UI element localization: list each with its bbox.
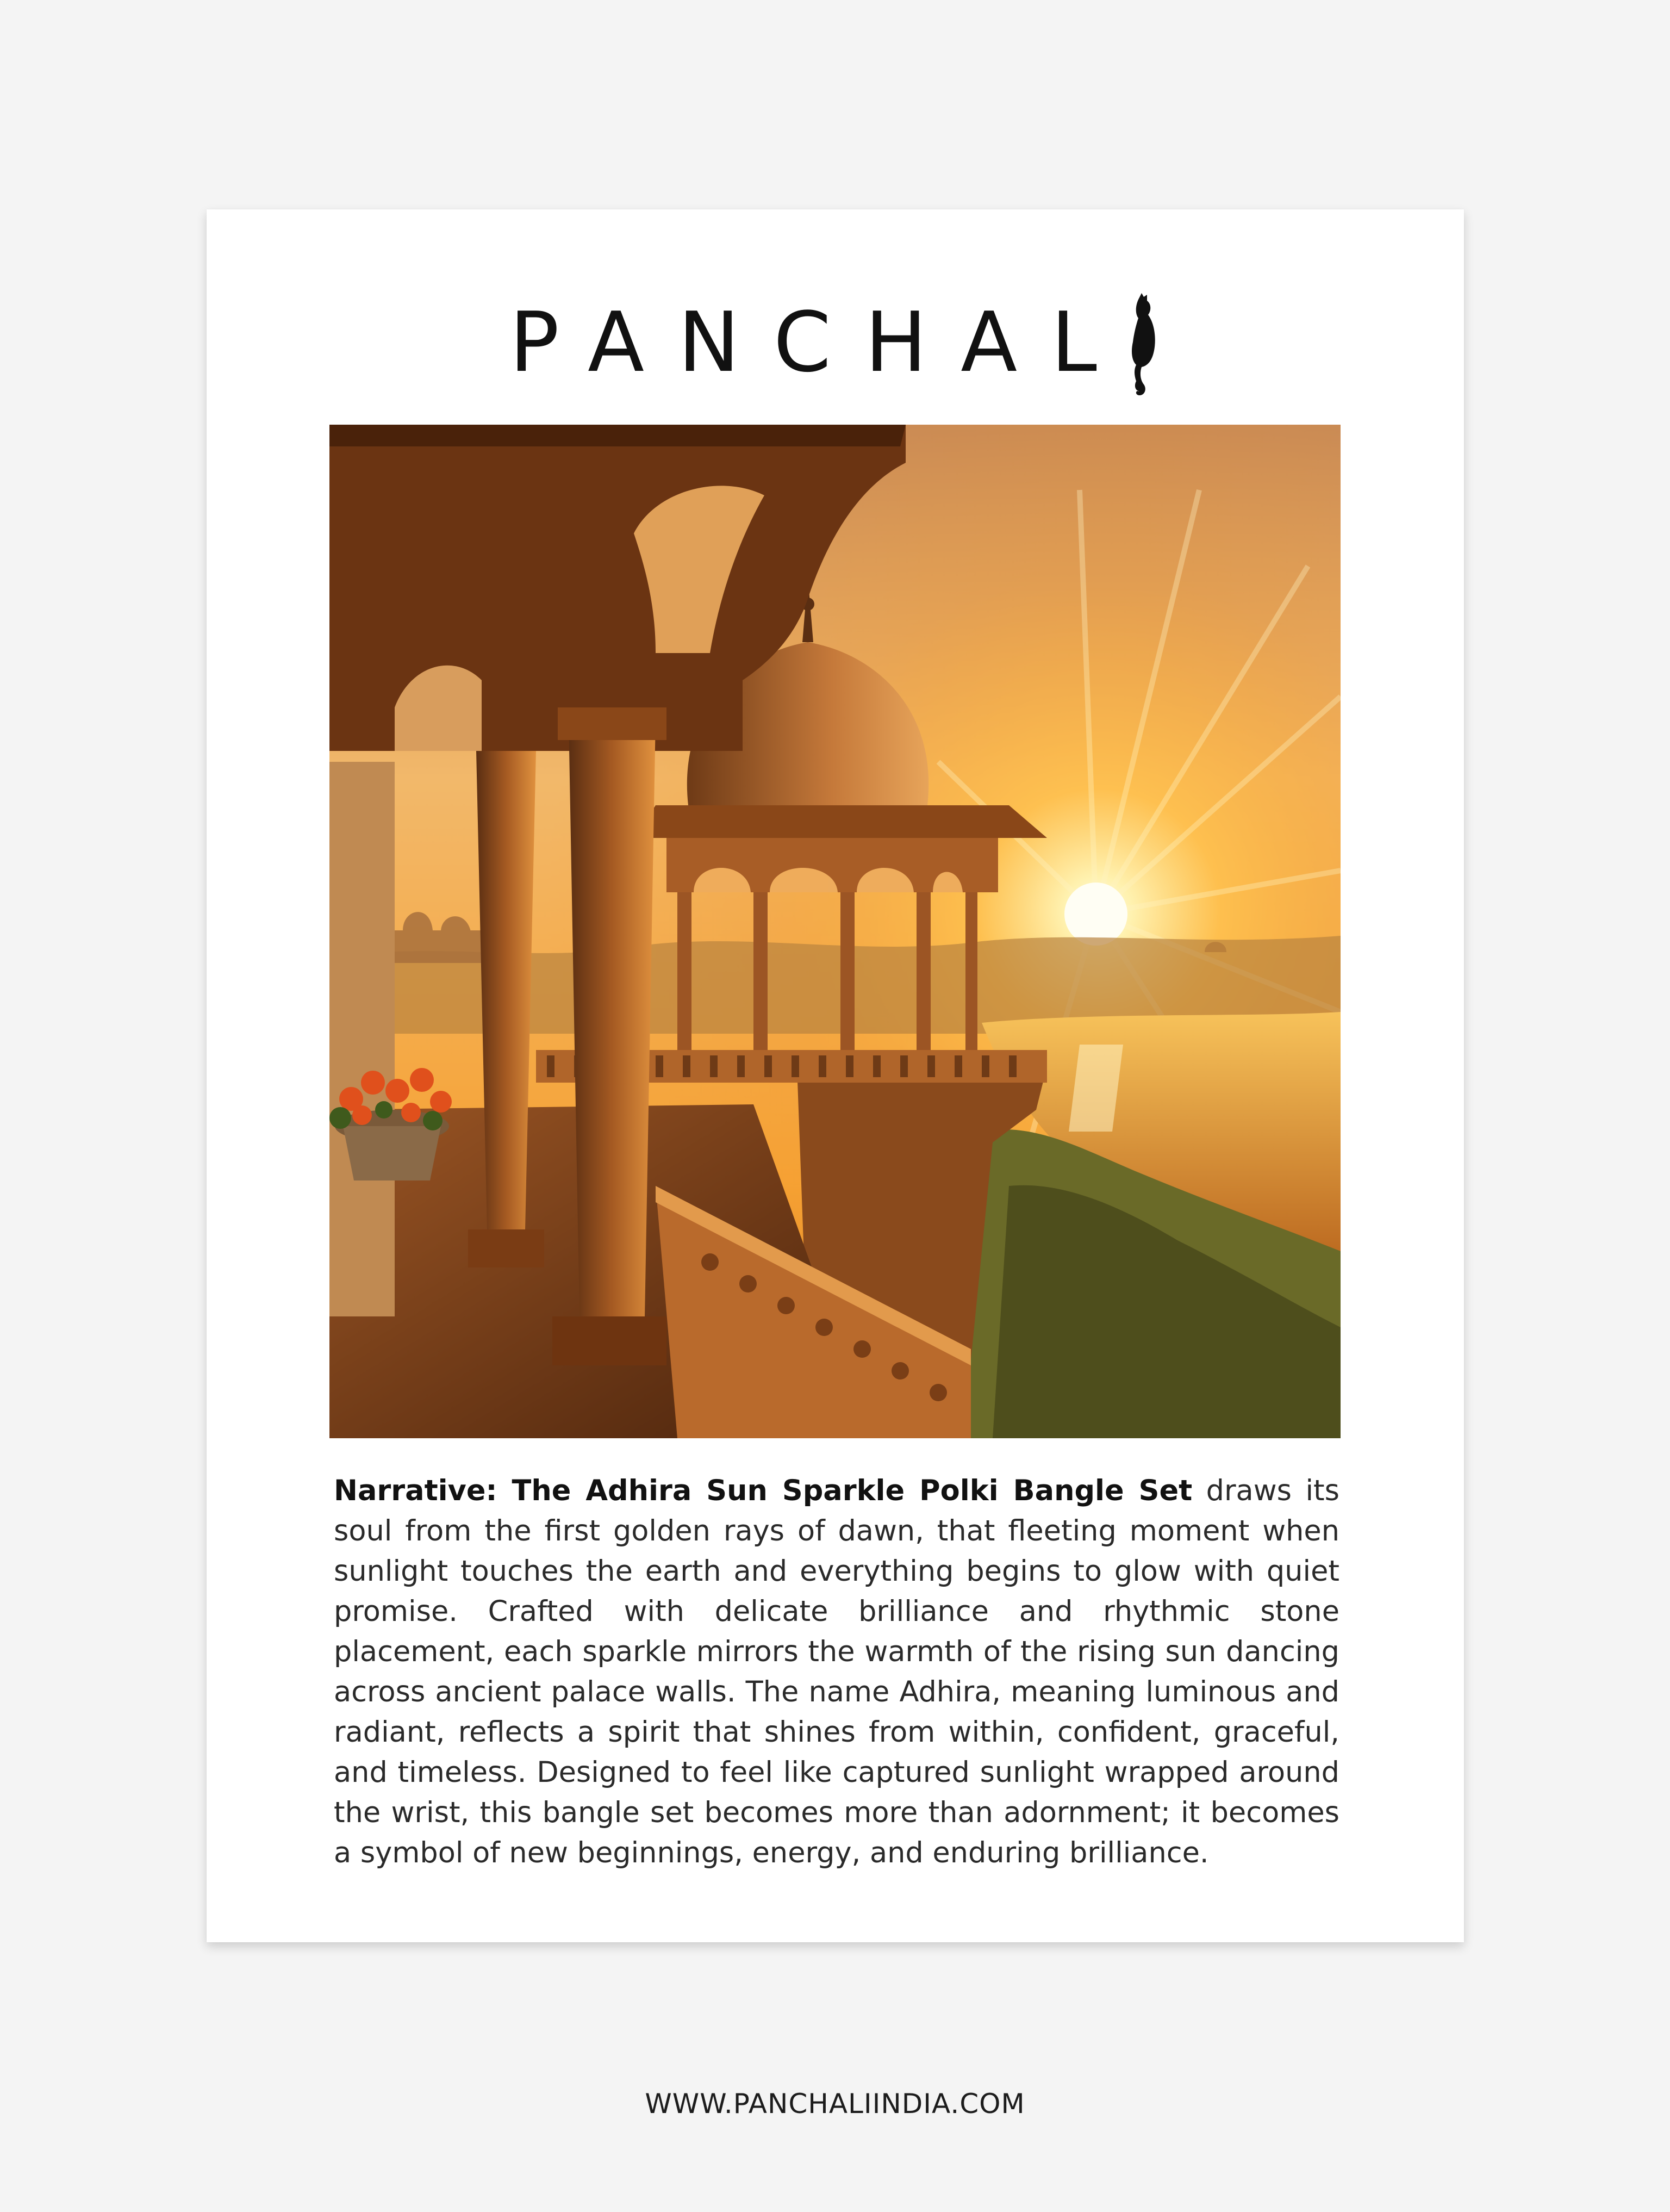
leopard-icon [1123,293,1161,396]
website-url[interactable]: WWW.PANCHALIINDIA.COM [645,2088,1025,2120]
narrative-title: Narrative: The Adhira Sun Sparkle Polki Bangle Set [334,1474,1193,1507]
hero-image-palace-sunrise [329,425,1341,1438]
document-card [207,209,1464,1942]
brand-logo [207,291,1464,394]
narrative-paragraph [334,1471,1339,1873]
narrative-body: draws its soul from the first golden rays of dawn, that fleeting moment when sunlight touches the earth and everything begins to glow with quiet promise. Crafted with delicate brilliance and rhythmic stone placement, each sparkle mirrors the warmth of the rising sun dancing across ancient palace walls. The name Adhira, meaning luminous and radiant, reflects a spirit that shines from within, confident, graceful, and timeless. Designed to feel like captured sunlight wrapped around the wrist, this bangle set becomes more than adornment; it becomes a symbol of new beginnings, energy, and enduring brilliance. [334,1474,1339,1869]
sunrise-illustration [329,425,1341,1438]
brand-wordmark: PANCHAL [509,294,1131,390]
